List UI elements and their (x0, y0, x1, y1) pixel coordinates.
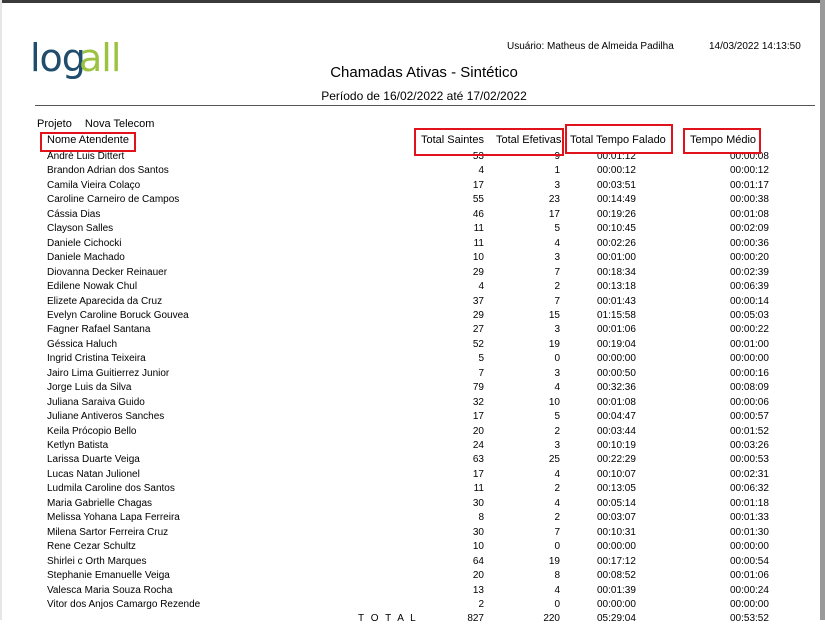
cell-tempo-medio: 00:01:30 (730, 526, 769, 538)
cell-saintes: 5 (478, 353, 484, 365)
page-top-border (0, 0, 825, 3)
cell-tempo-falado: 00:18:34 (597, 266, 636, 278)
cell-tempo-medio: 00:00:00 (730, 541, 769, 553)
cell-saintes: 17 (472, 179, 484, 191)
table-row (0, 570, 825, 584)
table-row (0, 512, 825, 526)
cell-efetivas: 2 (554, 425, 560, 437)
cell-saintes: 27 (472, 324, 484, 336)
cell-tempo-medio: 00:00:00 (730, 353, 769, 365)
table-row (0, 281, 825, 295)
total-label: T O T A L (358, 613, 418, 624)
cell-tempo-medio: 00:00:38 (730, 194, 769, 206)
cell-tempo-falado: 00:03:51 (597, 179, 636, 191)
table-row (0, 339, 825, 353)
cell-tempo-falado: 00:00:00 (597, 353, 636, 365)
cell-tempo-falado: 00:01:39 (597, 584, 636, 596)
table-row (0, 397, 825, 411)
total-efetivas: 220 (543, 613, 560, 624)
logo-text-green: all (79, 36, 121, 80)
cell-name: Rene Cezar Schultz (47, 541, 136, 553)
column-header-saintes: Total Saintes (421, 134, 484, 146)
header-divider (35, 105, 815, 106)
table-row (0, 353, 825, 367)
report-datetime: 14/03/2022 14:13:50 (709, 41, 801, 52)
cell-efetivas: 17 (548, 208, 560, 220)
cell-tempo-falado: 00:10:07 (597, 468, 636, 480)
cell-tempo-falado: 00:03:07 (597, 512, 636, 524)
cell-name: Elizete Aparecida da Cruz (47, 295, 163, 307)
cell-tempo-falado: 00:22:29 (597, 454, 636, 466)
cell-name: Brandon Adrian dos Santos (47, 165, 169, 177)
cell-saintes: 11 (473, 223, 484, 235)
cell-name: Ketlyn Batista (47, 440, 109, 451)
cell-efetivas: 3 (554, 179, 560, 191)
cell-efetivas: 3 (554, 367, 560, 379)
cell-name: Daniele Cichocki (47, 237, 122, 249)
table-row (0, 223, 825, 237)
cell-efetivas: 3 (554, 324, 560, 336)
cell-efetivas: 15 (548, 309, 560, 321)
cell-tempo-medio: 00:02:09 (730, 223, 769, 235)
cell-saintes: 29 (472, 266, 484, 278)
cell-tempo-medio: 00:02:39 (730, 266, 769, 278)
cell-efetivas: 10 (548, 396, 560, 408)
table-row (0, 454, 825, 468)
cell-name: Ingrid Cristina Teixeira (47, 353, 146, 365)
cell-tempo-medio: 00:01:00 (730, 338, 769, 350)
cell-tempo-medio: 00:01:52 (730, 425, 769, 437)
report-user: Usuário: Matheus de Almeida Padilha (507, 41, 674, 52)
cell-name: Jorge Luis da Silva (47, 382, 132, 394)
cell-name: Jairo Lima Guitierrez Junior (47, 367, 170, 379)
cell-efetivas: 4 (554, 584, 560, 596)
cell-name: Daniele Machado (47, 252, 125, 264)
cell-efetivas: 5 (554, 223, 560, 235)
cell-name: Géssica Haluch (47, 338, 118, 350)
cell-name: Lucas Natan Julionel (47, 468, 140, 480)
cell-tempo-falado: 01:15:58 (597, 309, 636, 321)
table-row (0, 382, 825, 396)
total-tempo-medio: 00:53:52 (730, 613, 769, 624)
cell-saintes: 53 (472, 151, 484, 162)
cell-tempo-falado: 00:13:05 (597, 483, 636, 495)
cell-tempo-falado: 00:10:19 (597, 440, 636, 451)
cell-tempo-medio: 00:00:22 (730, 324, 769, 336)
table-row (0, 527, 825, 541)
cell-tempo-falado: 00:00:00 (597, 598, 636, 610)
highlight-box-name (40, 132, 136, 152)
cell-tempo-medio: 00:00:53 (730, 454, 769, 466)
cell-tempo-falado: 00:08:52 (597, 570, 636, 582)
cell-name: Shirlei c Orth Marques (47, 555, 147, 567)
cell-tempo-medio: 00:00:54 (730, 555, 769, 567)
cell-name: Ludmila Caroline dos Santos (47, 483, 175, 495)
cell-efetivas: 3 (554, 440, 560, 451)
cell-tempo-falado: 00:02:26 (597, 237, 636, 249)
cell-name: Caroline Carneiro de Campos (47, 194, 180, 206)
cell-efetivas: 4 (554, 237, 560, 249)
table-row (0, 238, 825, 252)
cell-tempo-falado: 00:01:43 (597, 295, 636, 307)
cell-efetivas: 4 (554, 382, 560, 394)
cell-efetivas: 4 (554, 468, 560, 480)
table-row (0, 541, 825, 555)
cell-name: André Luis Dittert (47, 151, 125, 162)
cell-tempo-medio: 00:00:06 (730, 396, 769, 408)
cell-efetivas: 0 (554, 598, 560, 610)
table-row (0, 252, 825, 266)
table-row (0, 585, 825, 599)
cell-tempo-medio: 00:06:32 (730, 483, 769, 495)
cell-name: Larissa Duarte Veiga (47, 454, 140, 466)
cell-efetivas: 25 (548, 454, 560, 466)
cell-tempo-falado: 00:01:00 (597, 252, 636, 264)
cell-saintes: 64 (472, 555, 484, 567)
column-header-tempo-falado: Total Tempo Falado (570, 134, 666, 146)
cell-saintes: 4 (478, 281, 484, 293)
cell-tempo-falado: 00:04:47 (597, 411, 636, 423)
table-row (0, 411, 825, 425)
cell-saintes: 20 (472, 425, 484, 437)
cell-tempo-medio: 00:01:33 (730, 512, 769, 524)
table-row (0, 556, 825, 570)
cell-tempo-falado: 00:01:08 (597, 396, 636, 408)
cell-saintes: 17 (472, 411, 484, 423)
project-line (37, 118, 154, 130)
cell-tempo-medio: 00:00:20 (730, 252, 769, 264)
cell-tempo-falado: 00:10:45 (597, 223, 636, 235)
cell-tempo-medio: 00:03:26 (730, 440, 769, 451)
highlight-box-tempo-falado (565, 124, 673, 154)
cell-name: Fagner Rafael Santana (47, 324, 151, 336)
cell-efetivas: 7 (554, 295, 560, 307)
cell-efetivas: 8 (554, 570, 560, 582)
cell-name: Maria Gabrielle Chagas (47, 497, 153, 509)
cell-efetivas: 7 (554, 266, 560, 278)
cell-name: Melissa Yohana Lapa Ferreira (47, 512, 180, 524)
cell-name: Milena Sartor Ferreira Cruz (47, 526, 169, 538)
project-label: Projeto (37, 118, 72, 130)
table-row (0, 296, 825, 310)
highlight-box-totals (414, 128, 564, 156)
table-row (0, 209, 825, 223)
table-row (0, 324, 825, 338)
cell-efetivas: 2 (554, 281, 560, 293)
cell-tempo-falado: 00:00:50 (597, 367, 636, 379)
cell-tempo-falado: 00:13:18 (597, 281, 636, 293)
cell-saintes: 55 (472, 194, 484, 206)
cell-saintes: 30 (472, 526, 484, 538)
cell-name: Juliane Antiveros Sanches (47, 411, 165, 423)
cell-tempo-falado: 00:14:49 (597, 194, 636, 206)
cell-efetivas: 1 (554, 165, 560, 177)
cell-tempo-medio: 00:06:39 (730, 281, 769, 293)
cell-tempo-medio: 00:00:16 (730, 367, 769, 379)
table-row (0, 368, 825, 382)
report-title: Chamadas Ativas - Sintético (330, 64, 518, 81)
cell-saintes: 52 (472, 338, 484, 350)
cell-saintes: 2 (478, 598, 484, 610)
cell-tempo-medio: 00:00:36 (730, 237, 769, 249)
cell-saintes: 30 (472, 497, 484, 509)
cell-name: Edilene Nowak Chul (47, 281, 138, 293)
cell-tempo-falado: 00:19:04 (597, 338, 636, 350)
project-value: Nova Telecom (84, 118, 155, 130)
cell-tempo-medio: 00:00:14 (730, 295, 769, 307)
cell-efetivas: 7 (554, 526, 560, 538)
cell-efetivas: 19 (548, 555, 560, 567)
cell-saintes: 24 (472, 440, 484, 451)
report-period: Período de 16/02/2022 até 17/02/2022 (321, 89, 527, 103)
cell-saintes: 79 (472, 382, 484, 394)
highlight-box-tempo-medio (683, 128, 761, 154)
cell-efetivas: 19 (548, 338, 560, 350)
cell-saintes: 10 (472, 252, 484, 264)
cell-saintes: 29 (472, 309, 484, 321)
cell-name: Diovanna Decker Reinauer (47, 266, 168, 278)
cell-tempo-medio: 00:00:12 (730, 165, 769, 177)
cell-tempo-medio: 00:00:00 (730, 598, 769, 610)
cell-tempo-falado: 00:00:12 (597, 165, 636, 177)
cell-name: Vitor dos Anjos Camargo Rezende (47, 598, 201, 610)
table-row (0, 426, 825, 440)
cell-saintes: 20 (472, 570, 484, 582)
column-header-tempo-medio: Tempo Médio (690, 134, 757, 146)
cell-tempo-medio: 00:01:18 (730, 497, 769, 509)
column-header-efetivas: Total Efetivas (496, 134, 562, 146)
cell-name: Valesca Maria Souza Rocha (47, 584, 173, 596)
cell-tempo-medio: 00:05:03 (730, 309, 769, 321)
cell-saintes: 63 (472, 454, 484, 466)
cell-tempo-medio: 00:01:17 (730, 179, 769, 191)
cell-tempo-falado: 00:17:12 (597, 555, 636, 567)
cell-tempo-medio: 00:08:09 (730, 382, 769, 394)
table-row (0, 165, 825, 179)
table-row (0, 483, 825, 497)
cell-tempo-falado: 00:03:44 (597, 425, 636, 437)
cell-saintes: 10 (472, 541, 484, 553)
cell-name: Stephanie Emanuelle Veiga (47, 570, 170, 582)
table-row (0, 599, 825, 613)
cell-saintes: 11 (473, 237, 484, 249)
cell-tempo-medio: 00:01:06 (730, 570, 769, 582)
cell-saintes: 11 (473, 483, 484, 495)
cell-saintes: 46 (472, 208, 484, 220)
cell-tempo-medio: 00:00:24 (730, 584, 769, 596)
cell-saintes: 4 (478, 165, 484, 177)
cell-saintes: 7 (478, 367, 484, 379)
cell-efetivas: 2 (554, 512, 560, 524)
cell-tempo-falado: 00:01:06 (597, 324, 636, 336)
table-row (0, 267, 825, 281)
cell-efetivas: 4 (554, 497, 560, 509)
table-row (0, 440, 825, 454)
table-row (0, 180, 825, 194)
cell-tempo-medio: 00:00:57 (730, 411, 769, 423)
total-tempo-falado: 05:29:04 (597, 613, 636, 624)
total-row (0, 613, 825, 625)
cell-efetivas: 0 (554, 541, 560, 553)
cell-efetivas: 2 (554, 483, 560, 495)
table-row (0, 469, 825, 483)
cell-saintes: 8 (478, 512, 484, 524)
cell-saintes: 37 (472, 295, 484, 307)
cell-tempo-falado: 00:19:26 (597, 208, 636, 220)
cell-name: Cássia Dias (47, 208, 101, 220)
cell-name: Juliana Saraiva Guido (47, 396, 145, 408)
cell-saintes: 13 (472, 584, 484, 596)
cell-tempo-falado: 00:00:00 (597, 541, 636, 553)
cell-tempo-falado: 00:05:14 (597, 497, 636, 509)
cell-name: Keila Prócopio Bello (47, 425, 137, 437)
cell-name: Camila Vieira Colaço (47, 179, 141, 191)
logo-text-dark: log (30, 36, 85, 80)
cell-tempo-medio: 00:01:08 (730, 208, 769, 220)
table-row (0, 310, 825, 324)
cell-name: Evelyn Caroline Boruck Gouvea (47, 309, 189, 321)
cell-tempo-medio: 00:00:08 (730, 151, 769, 162)
total-saintes: 827 (467, 613, 484, 624)
cell-saintes: 32 (472, 396, 484, 408)
table-row (0, 194, 825, 208)
cell-efetivas: 9 (554, 151, 560, 162)
table-row (0, 498, 825, 512)
cell-tempo-medio: 00:02:31 (730, 468, 769, 480)
cell-name: Clayson Salles (47, 223, 114, 235)
cell-tempo-falado: 00:10:31 (597, 526, 636, 538)
column-header-name: Nome Atendente (47, 134, 129, 146)
cell-efetivas: 23 (548, 194, 560, 206)
cell-tempo-falado: 00:32:36 (597, 382, 636, 394)
cell-efetivas: 0 (554, 353, 560, 365)
cell-efetivas: 3 (554, 252, 560, 264)
cell-efetivas: 5 (554, 411, 560, 423)
cell-saintes: 17 (472, 468, 484, 480)
cell-tempo-falado: 00:01:12 (597, 151, 636, 162)
